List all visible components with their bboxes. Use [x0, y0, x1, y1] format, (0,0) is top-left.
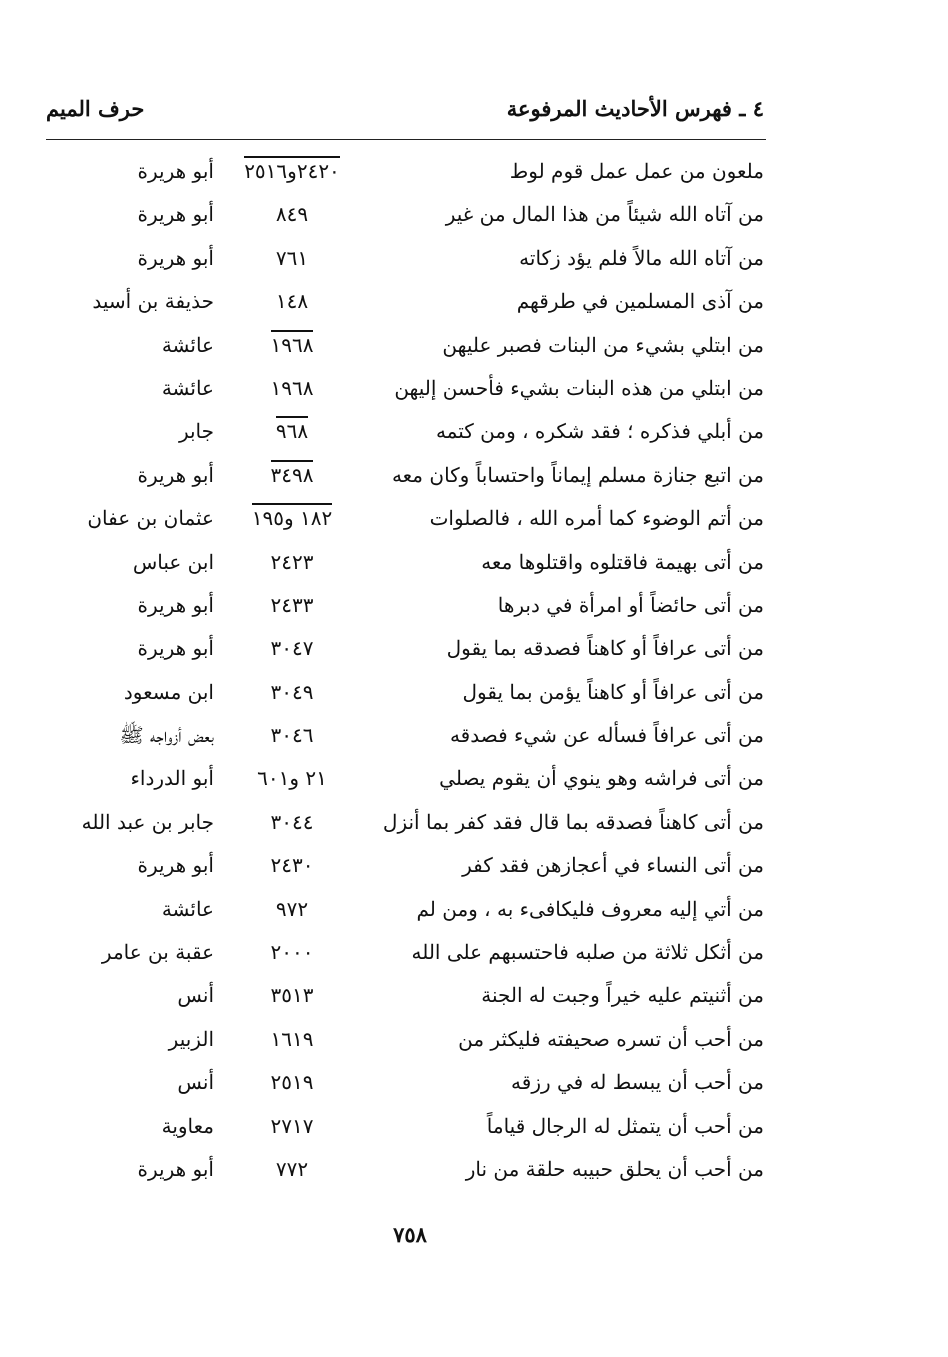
- index-row: [40, 934, 766, 977]
- reference-number-text: ١٤٨: [275, 289, 309, 314]
- reference-number-text: ١٩٦٨: [270, 375, 314, 400]
- reference-number-text: ٢٥١٩: [270, 1070, 314, 1095]
- reference-number-text: ٢٤٣٣: [270, 592, 314, 617]
- hadith-text: من آتاه الله مالاً فلم يؤد زكاته: [519, 245, 764, 270]
- narrator-name: جابر بن عبد الله: [81, 809, 214, 834]
- reference-number-text: ٣٠٤٤: [270, 809, 314, 834]
- reference-number-text: ٧٧٢: [275, 1156, 309, 1181]
- index-row: [40, 674, 766, 717]
- reference-number-text: ٣٤٩٨: [271, 460, 314, 487]
- hadith-text: من أتى حائضاً أو امرأة في دبرها: [497, 592, 764, 617]
- narrator-name: ابن عباس: [132, 549, 214, 574]
- hadith-text: من أثنيتم عليه خيراً وجبت له الجنة: [481, 983, 764, 1008]
- narrator-name: عائشة: [161, 375, 214, 400]
- narrator-name: عائشة: [161, 896, 214, 921]
- narrator-name: أنس: [177, 1070, 214, 1095]
- narrator-name: عقبة بن عامر: [101, 940, 214, 965]
- hadith-text: من أتى بهيمة فاقتلوه واقتلوها معه: [481, 549, 764, 574]
- index-row: [40, 891, 766, 934]
- reference-number-text: ١٨٢ و١٩٥: [252, 503, 332, 530]
- narrator-name: عائشة: [161, 332, 214, 357]
- hadith-text: من أتى عرافاً فسأله عن شيء فصدقه: [449, 723, 764, 748]
- hadith-reference-number: [232, 636, 352, 660]
- hadith-reference-number: [232, 506, 352, 530]
- reference-number-text: ٩٧٢: [275, 896, 309, 921]
- hadith-text: ملعون من عمل عمل قوم لوط: [509, 159, 764, 183]
- index-row: [40, 457, 766, 500]
- hadith-reference-number: [232, 289, 352, 313]
- hadith-reference-number: [232, 593, 352, 617]
- narrator-name: ابن مسعود: [123, 679, 214, 704]
- header-divider: [46, 139, 766, 140]
- page-number: ٧٥٨: [393, 1222, 427, 1247]
- hadith-reference-number: [232, 940, 352, 964]
- narrator-name: أبو هريرة: [137, 245, 214, 270]
- index-row: [40, 327, 766, 370]
- hadith-text: من أتى فراشه وهو ينوي أن يقوم يصلي: [439, 766, 764, 791]
- reference-number-text: ٢٤٣٠: [270, 853, 314, 878]
- hadith-reference-number: [232, 463, 352, 487]
- reference-number-text: ٩٦٨: [276, 416, 308, 443]
- narrator-name: الزبير: [168, 1026, 214, 1051]
- index-row: [40, 544, 766, 587]
- index-row: [40, 153, 766, 196]
- narrator-name: أبو الدرداء: [130, 766, 214, 791]
- index-row: [40, 370, 766, 413]
- hadith-reference-number: [232, 202, 352, 226]
- narrator-name: أبو هريرة: [137, 462, 214, 487]
- hadith-text: من أتي إليه معروف فليكافىء به ، ومن لم: [416, 896, 764, 921]
- index-row: [40, 977, 766, 1020]
- reference-number-text: ٣٠٤٧: [270, 636, 314, 661]
- index-row: [40, 1021, 766, 1064]
- narrator-name: بعض أزواجه ﷺ: [119, 723, 214, 748]
- narrator-name: جابر: [178, 419, 214, 444]
- narrator-name: عثمان بن عفان: [87, 506, 214, 531]
- reference-number-text: ٢٠٠٠: [270, 940, 314, 965]
- narrator-name: أبو هريرة: [137, 202, 214, 227]
- hadith-text: من ابتلي من هذه البنات بشيء فأحسن إليهن: [394, 375, 764, 400]
- index-row: [40, 1151, 766, 1194]
- hadith-reference-number: [232, 1070, 352, 1094]
- index-row: [40, 587, 766, 630]
- hadith-reference-number: [232, 983, 352, 1007]
- hadith-text: من آتاه الله شيئاً من هذا المال من غير: [445, 202, 764, 227]
- reference-number-text: ٨٤٩: [275, 202, 309, 227]
- reference-number-text: ٢١ و٦٠١: [257, 766, 327, 791]
- hadith-text: من أحب أن يتمثل له الرجال قياماً: [486, 1113, 764, 1138]
- hadith-text: من أتم الوضوء كما أمره الله ، فالصلوات: [429, 506, 764, 531]
- hadith-text: من أتى النساء في أعجازهن فقد كفر: [462, 853, 764, 878]
- reference-number-text: ١٦١٩: [270, 1026, 314, 1051]
- reference-number-text: ٣٠٤٩: [270, 679, 314, 704]
- hadith-reference-number: [232, 246, 352, 270]
- hadith-text: من ابتلي بشيء من البنات فصبر عليهن: [442, 332, 764, 357]
- hadith-text: من أبلي فذكره ؛ فقد شكره ، ومن كتمه: [435, 419, 764, 444]
- reference-number-text: ١٩٦٨: [271, 330, 314, 357]
- hadith-reference-number: [232, 1157, 352, 1181]
- hadith-reference-number: [232, 333, 352, 357]
- index-row: [40, 500, 766, 543]
- narrator-name: أبو هريرة: [137, 159, 214, 183]
- hadith-reference-number: [232, 159, 352, 183]
- header-letter-title: حرف الميم: [46, 96, 145, 121]
- hadith-text: من أحب أن يحلق حبيبه حلقة من نار: [465, 1156, 764, 1181]
- narrator-name: أبو هريرة: [137, 592, 214, 617]
- index-row: [40, 717, 766, 760]
- hadith-text: من أتى عرافاً أو كاهناً يؤمن بما يقول: [462, 679, 764, 704]
- hadith-reference-number: [232, 853, 352, 877]
- narrator-name: حذيفة بن أسيد: [92, 289, 214, 314]
- hadith-text: من أتى كاهناً فصدقه بما قال فقد كفر بما أنزل: [382, 809, 764, 834]
- hadith-reference-number: [232, 897, 352, 921]
- hadith-reference-number: [232, 723, 352, 747]
- index-row: [40, 847, 766, 890]
- index-row: [40, 630, 766, 673]
- header-section-title: ٤ ـ فهرس الأحاديث المرفوعة: [506, 96, 764, 121]
- hadith-reference-number: [232, 550, 352, 574]
- hadith-reference-number: [232, 376, 352, 400]
- hadith-index-list: [40, 153, 766, 1194]
- hadith-text: من أتى عرافاً أو كاهناً فصدقه بما يقول: [446, 636, 764, 661]
- hadith-text: من أثكل ثلاثة من صلبه فاحتسبهم على الله: [411, 940, 764, 965]
- hadith-reference-number: [232, 766, 352, 790]
- hadith-reference-number: [232, 1114, 352, 1138]
- hadith-text: من أحب أن تسره صحيفته فليكثر من: [458, 1026, 764, 1051]
- narrator-name: أبو هريرة: [137, 636, 214, 661]
- reference-number-text: ٢٧١٧: [270, 1113, 314, 1138]
- index-row: [40, 283, 766, 326]
- narrator-name: أبو هريرة: [137, 853, 214, 878]
- hadith-text: من اتبع جنازة مسلم إيماناً واحتساباً وكان معه: [391, 462, 764, 487]
- narrator-name: أبو هريرة: [137, 1156, 214, 1181]
- narrator-name: أنس: [177, 983, 214, 1008]
- reference-number-text: ٧٦١: [275, 245, 309, 270]
- reference-number-text: ٣٥١٣: [270, 983, 314, 1008]
- hadith-text: من أحب أن يبسط له في رزقه: [511, 1070, 764, 1095]
- reference-number-text: ٢٤٢٠و٢٥١٦: [244, 156, 340, 183]
- hadith-text: من آذى المسلمين في طرقهم: [516, 289, 764, 314]
- index-row: [40, 1064, 766, 1107]
- hadith-reference-number: [232, 680, 352, 704]
- hadith-reference-number: [232, 419, 352, 443]
- narrator-name: معاوية: [161, 1113, 214, 1138]
- index-row: [40, 760, 766, 803]
- reference-number-text: ٣٠٤٦: [270, 723, 314, 748]
- reference-number-text: ٢٤٢٣: [270, 549, 314, 574]
- index-row: [40, 240, 766, 283]
- index-row: [40, 196, 766, 239]
- index-row: [40, 413, 766, 456]
- hadith-reference-number: [232, 810, 352, 834]
- running-header: [46, 96, 764, 136]
- index-row: [40, 804, 766, 847]
- index-row: [40, 1108, 766, 1151]
- hadith-reference-number: [232, 1027, 352, 1051]
